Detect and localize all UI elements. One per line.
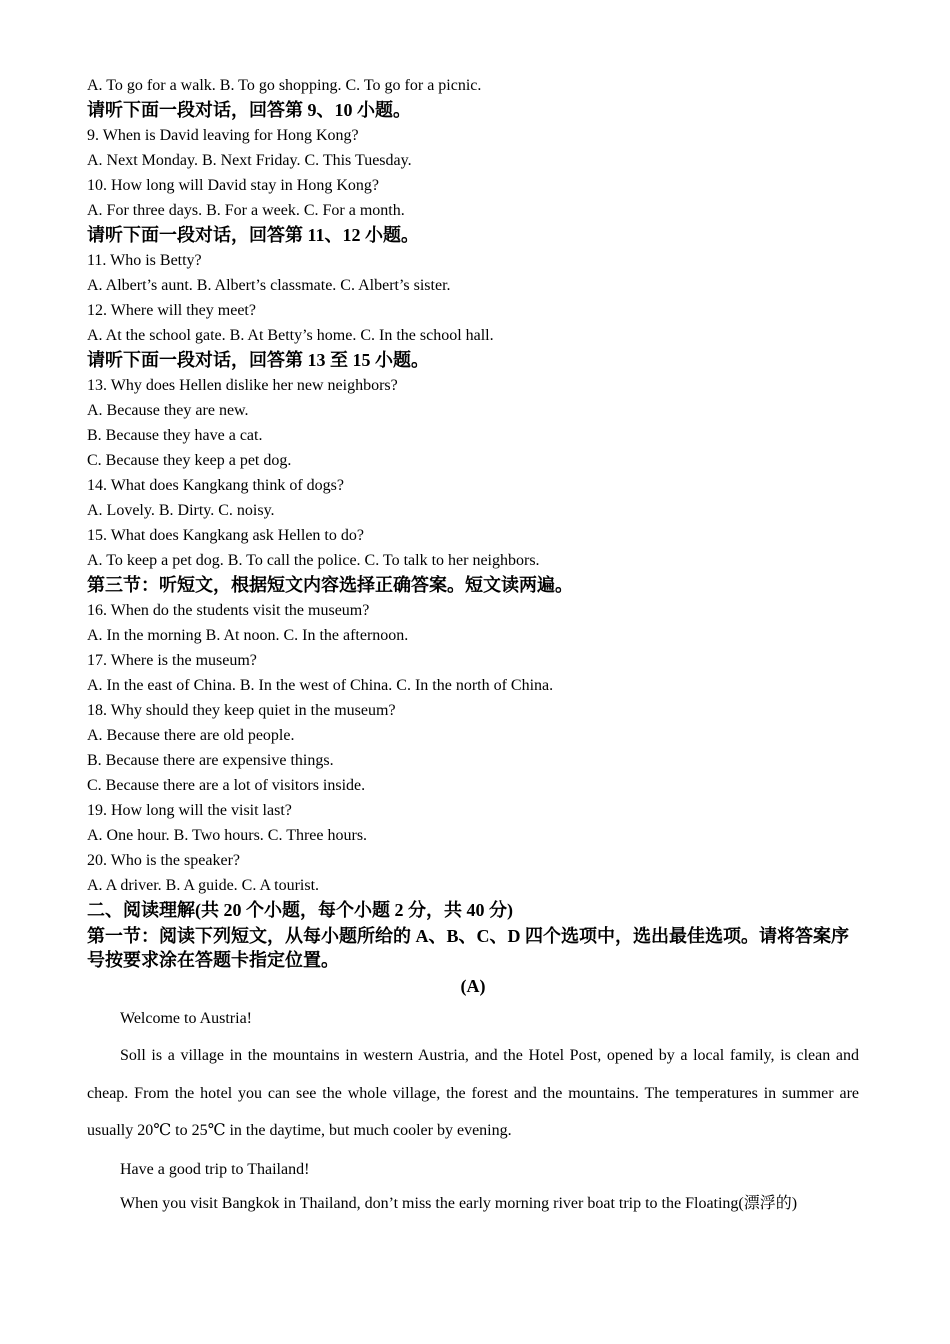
question-line: 20. Who is the speaker? (87, 852, 240, 869)
question-line: 17. Where is the museum? (87, 652, 257, 669)
question-line: A. Because they are new. (87, 402, 249, 419)
question-line: A. A driver. B. A guide. C. A tourist. (87, 877, 320, 894)
question-line: 13. Why does Hellen dislike her new neighbors? (87, 377, 398, 394)
question-line: 12. Where will they meet? (87, 302, 256, 319)
passage-heading-austria: Welcome to Austria! (120, 1010, 253, 1027)
section-heading: 请听下面一段对话，回答第 11、12 小题。 (87, 225, 420, 245)
question-line: A. Next Monday. B. Next Friday. C. This Tuesday. (87, 152, 412, 169)
question-line: A. To keep a pet dog. B. To call the police. C. To talk to her neighbors. (87, 552, 540, 569)
question-line: A. Albert’s aunt. B. Albert’s classmate. C. Albert’s sister. (87, 277, 451, 294)
question-line: 19. How long will the visit last? (87, 802, 292, 819)
question-line: 10. How long will David stay in Hong Kong? (87, 177, 379, 194)
question-line: A. In the morning B. At noon. C. In the afternoon. (87, 627, 409, 644)
question-line: 18. Why should they keep quiet in the museum? (87, 702, 396, 719)
question-line: A. In the east of China. B. In the west of China. C. In the north of China. (87, 677, 554, 694)
question-line: B. Because they have a cat. (87, 427, 263, 444)
passage-heading-thailand: Have a good trip to Thailand! (120, 1160, 310, 1178)
section-heading: 第三节：听短文，根据短文内容选择正确答案。短文读两遍。 (87, 575, 573, 595)
passage-paragraph-austria: Soll is a village in the mountains in western Austria, and the Hotel Post, opened by a local family, is clean and cheap. From the hotel you can see the whole village, the forest and the mountains. The temperatures in summer are usually 20℃ to 25℃ in the daytime, but much cooler by evening. (87, 1047, 859, 1139)
question-line: A. One hour. B. Two hours. C. Three hours. (87, 827, 368, 844)
section-heading: 请听下面一段对话，回答第 9、10 小题。 (87, 100, 411, 120)
reading-instruction: 第一节：阅读下列短文，从每小题所给的 A、B、C、D 四个选项中，选出最佳选项。请将答案序号按要求涂在答题卡指定位置。 (87, 926, 849, 970)
question-line: 11. Who is Betty? (87, 252, 202, 269)
question-line: C. Because they keep a pet dog. (87, 452, 292, 469)
passage-paragraph-thailand: When you visit Bangkok in Thailand, don’t miss the early morning river boat trip to the Floating(漂浮的) (120, 1194, 798, 1212)
reading-section-title: 二、阅读理解(共 20 个小题，每个小题 2 分，共 40 分) (87, 900, 513, 920)
page-content (87, 73, 859, 1218)
question-line: A. Because there are old people. (87, 727, 295, 744)
question-line: 9. When is David leaving for Hong Kong? (87, 127, 359, 144)
question-line: B. Because there are expensive things. (87, 752, 334, 769)
question-line: A. To go for a walk. B. To go shopping. C. To go for a picnic. (87, 77, 482, 94)
passage-label: (A) (460, 976, 486, 996)
listening-questions (87, 73, 859, 898)
question-line: 16. When do the students visit the museum? (87, 602, 370, 619)
question-line: 14. What does Kangkang think of dogs? (87, 477, 344, 494)
question-line: 15. What does Kangkang ask Hellen to do? (87, 527, 364, 544)
section-heading: 请听下面一段对话，回答第 13 至 15 小题。 (87, 350, 429, 370)
question-line: A. Lovely. B. Dirty. C. noisy. (87, 502, 275, 519)
question-line: A. At the school gate. B. At Betty’s home. C. In the school hall. (87, 327, 494, 344)
question-line: A. For three days. B. For a week. C. For a month. (87, 202, 405, 219)
question-line: C. Because there are a lot of visitors inside. (87, 777, 366, 794)
